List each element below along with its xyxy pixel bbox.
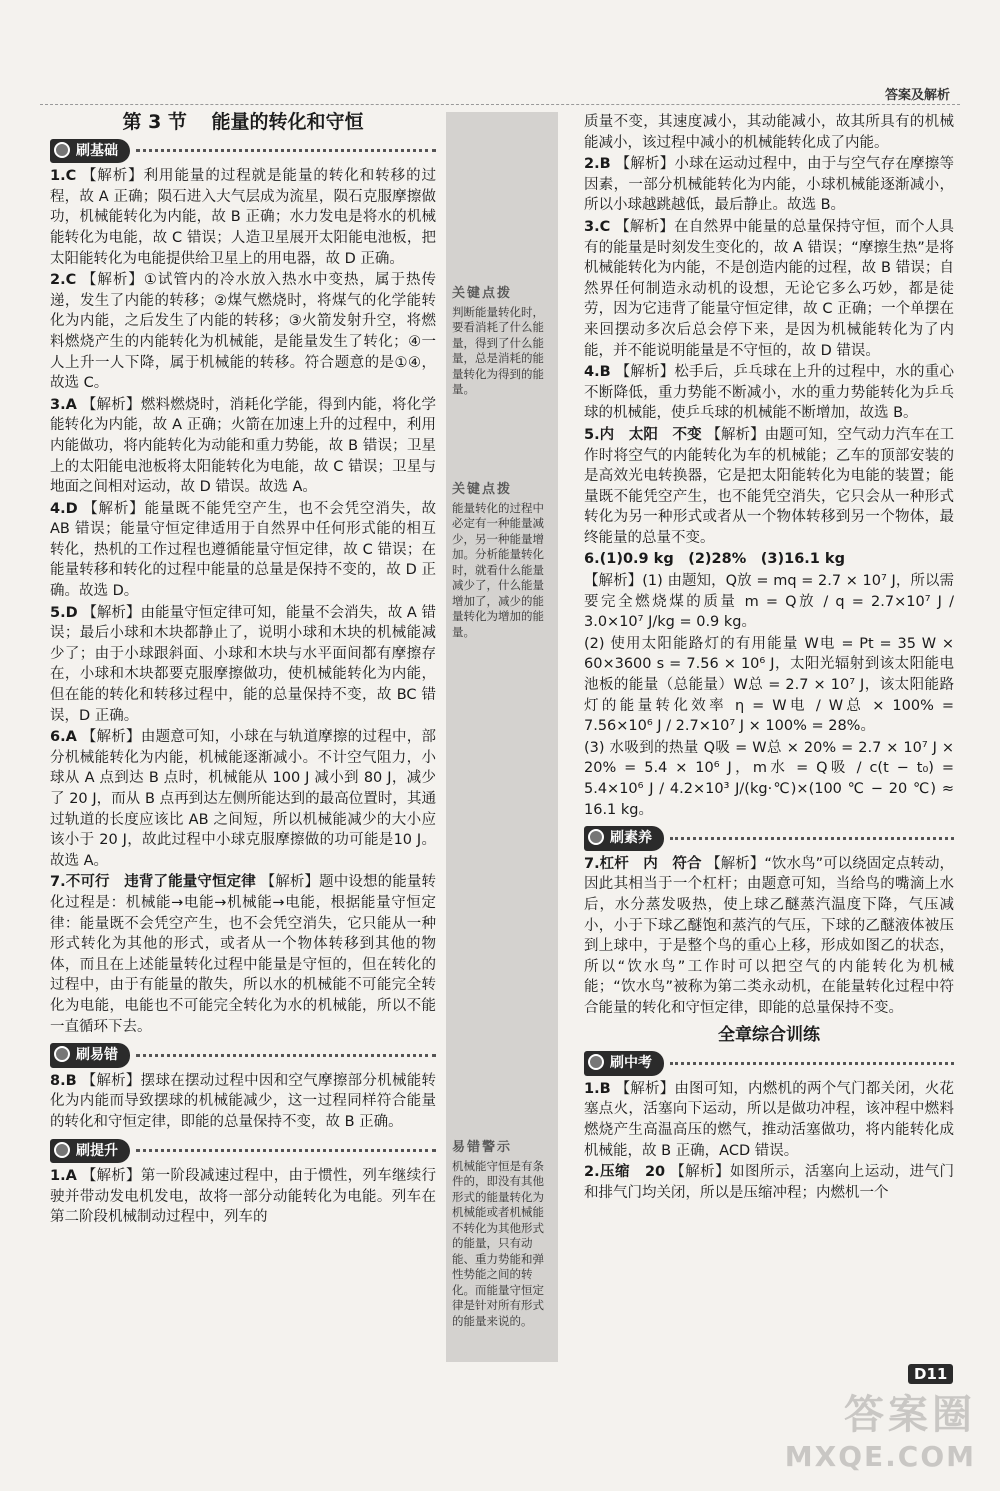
answer-item: 4.D 【解析】能量既不能凭空产生，也不会凭空消失，故 AB 错误；能量守恒定律适用于自然界中任何形式能的相互转化，热机的工作过程也遵循能量守恒定律，故 C 错误；在能量转移和转化的过程中能量的总量是保持不变的，故 D 正确。故选 D。: [50, 500, 437, 600]
side-note-tag: 关键点拨: [452, 482, 513, 497]
banner-label: 刷易错: [50, 1043, 130, 1068]
answer-item: 1.B 【解析】由图可知，内燃机的两个气门都关闭，火花塞点火，活塞向下运动，所以是做功冲程，该冲程中燃料燃烧产生高温高压的燃气，推动活塞做功，将内能转化成机械能，故 B 正确，ACD 错误。: [584, 1080, 955, 1159]
banner-dots: [670, 837, 954, 840]
side-note-1: [452, 286, 554, 398]
banner-zhongkao: [584, 1051, 954, 1076]
answer-item: 2.C 【解析】①试管内的冷水放入热水中变热，属于热传递，发生了内能的转移；②煤气燃烧时，将煤气的化学能转化为内能，之后发生了内能的转移；③火箭发射升空，将燃料燃烧产生的内能转化为机械能，是能量发生了转化；④一人上升一人下降，属于机械能的转移。符合题意的是①④，故选 C。: [50, 272, 437, 392]
side-note-tag: 易错警示: [452, 1140, 513, 1155]
section-name: 能量的转化和守恒: [211, 111, 364, 133]
page-number: D11: [908, 1364, 953, 1384]
answer-item: 7.不可行 违背了能量守恒定律 【解析】题中设想的能量转化过程是：机械能→电能→机械能→电能，根据能量守恒定律：能量既不会凭空产生，也不会凭空消失，它只能从一种形式转化为其他的形式，或者从一个物体转移到其他的物体，而且在上述能量转化过程中能量是守恒的，但在转化的过程中，由于有能量的散失，所以水的机械能不可能完全转化为电能，电能也不可能完全转化为水的机械能，所以不能一直循环下去。: [50, 874, 437, 1035]
banner-label: 刷基础: [50, 139, 130, 164]
answer-item: 2.B 【解析】小球在运动过程中，由于与空气存在摩擦等因素，一部分机械能转化为内能，小球机械能逐渐减小，所以小球越跳越低，最后静止。故选 B。: [584, 156, 955, 214]
watermark-line2: MXQE.COM: [784, 1440, 976, 1473]
banner-label: 刷中考: [584, 1051, 664, 1076]
side-note-3: [452, 1140, 554, 1329]
side-note-text: 能量转化的过程中必定有一种能量减少，另一种能量增加。分析能量转化时，就看什么能量减少了，什么能量增加了，减少的能量转化为增加的能量。: [452, 500, 544, 639]
answer-item: 8.B 【解析】摆球在摆动过程中因和空气摩擦部分机械能转化为内能而导致摆球的机械能减少，这一过程同样符合能量的转化和守恒定律，即能的总量保持不变，故 B 正确。: [50, 1072, 436, 1130]
banner-yicuo: [50, 1043, 436, 1068]
banner-dots: [136, 1054, 436, 1057]
answer-item: 1.C 【解析】利用能量的过程就是能量的转化和转移的过程，故 A 正确；陨石进入大气层成为流星，陨石克服摩擦做功，机械能转化为内能，故 B 正确；水力发电是将水的机械能转化为电能，故 C 错误；人造卫星展开太阳能电池板，把太阳能转化为电能提供给卫星上的用电器，故 D 正确。: [50, 168, 437, 267]
chapter-title: 全章综合训练: [718, 1024, 820, 1045]
watermark-line1: 答案圈: [844, 1392, 976, 1438]
watermark-logo: [785, 1383, 976, 1473]
banner-tisheng: [50, 1139, 436, 1164]
answer-item: 3.C 【解析】在自然界中能量的总量保持守恒，而个人具有的能量是时刻发生变化的，故 A 错误；“摩擦生热”是将机械能转化为内能，不是创造内能的过程，故 B 错误；自然界任何制造永动机的设想，无论它多么巧妙，都是徒劳，因为它违背了能量守恒定律，故 C 正确；一个单摆在来回摆动多次后总会停下来，是因为机械能转化为了内能，并不能说明能量是不守恒的，故 D 错误。: [584, 218, 955, 359]
section-number: 第 3 节: [122, 111, 187, 133]
answer-item: (2) 使用太阳能路灯的有用能量 W电 = Pt = 35 W × 60×3600 s = 7.56 × 10⁶ J，太阳光辐射到该太阳能电池板的能量（总能量）W总 = 2.7 × 10⁷ J，该太阳能路灯的能量转化效率 η = W电 / W总 × 100% = 7.56×10⁶ J / 2.7×10⁷ J × 100% = 28%。: [584, 635, 954, 735]
side-note-2: [452, 482, 554, 640]
answer-item: 【解析】(1) 由题知，Q放 = mq = 2.7 × 10⁷ J，所以需要完全燃烧煤的质量 m = Q放 / q = 2.7×10⁷ J / 3.0×10⁷ J/kg = 0.9 kg。: [584, 573, 954, 631]
banner-suyang: [584, 826, 954, 851]
banner-dots: [670, 1062, 954, 1065]
banner-label: 刷提升: [50, 1139, 130, 1164]
answer-item: 5.内 太阳 不变 【解析】由题可知，空气动力汽车在工作时将空气的内能转化为车的机械能；乙车的顶部安装的是高效光电转换器，它是把太阳能转化为电能的装置；能量既不能凭空产生，也不能凭空消失，它只会从一种形式转化为另一种形式或者从一个物体转移到另一个物体，最终能量的总量不变。: [584, 426, 955, 546]
header-label: 答案及解析: [884, 88, 950, 103]
answer-item: 2.压缩 20 【解析】如图所示，活塞向上运动，进气门和排气门均关闭，所以是压缩冲程；内燃机一个: [584, 1164, 955, 1201]
header-rule: [40, 104, 960, 105]
answer-item: 1.A 【解析】第一阶段减速过程中，由于惯性，列车继续行驶并带动发电机发电，故将一部分动能转化为电能。列车在第二阶段机械制动过程中，列车的: [50, 1168, 437, 1226]
answer-item: 6.(1)0.9 kg (2)28% (3)16.1 kg: [584, 551, 845, 568]
banner-jichu: [50, 139, 436, 164]
banner-dots: [136, 149, 436, 152]
side-note-text: 判断能量转化时，要看消耗了什么能量，得到了什么能量，总是消耗的能量转化为得到的能量。: [452, 304, 544, 396]
answer-item: 3.A 【解析】燃料燃烧时，消耗化学能，得到内能，将化学能转化为内能，故 A 正确；火箭在加速上升的过程中，利用内能做功，将内能转化为动能和重力势能，故 B 错误；卫星上的太阳能电池板将太阳能转化为电能，故 C 错误；卫星与地面之间相对运动，故 D 错误。故选 A。: [50, 396, 437, 496]
section-title: [50, 112, 436, 133]
side-note-text: 机械能守恒是有条件的，即没有其他形式的能量转化为机械能或者机械能不转化为其他形式的能量，只有动能、重力势能和弹性势能之间的转化。而能量守恒定律是针对所有形式的能量来说的。: [452, 1158, 544, 1328]
banner-dots: [136, 1149, 436, 1152]
answer-item: 4.B 【解析】松手后，乒乓球在上升的过程中，水的重心不断降低，重力势能不断减小，水的重力势能转化为乒乓球的机械能，使乒乓球的机械能不断增加，故选 B。: [584, 364, 955, 422]
right-column: [584, 112, 954, 1204]
side-note-tag: 关键点拨: [452, 286, 513, 301]
answer-item: 6.A 【解析】由题意可知，小球在与轨道摩擦的过程中，部分机械能转化为内能，机械能逐渐减小。不计空气阻力，小球从 A 点到达 B 点时，机械能从 100 J 减小到 80 J，减少了 20 J，而从 B 点再到达左侧所能达到的最高位置时，其通过轨道的长度应该比 AB 之间短，所以机械能减少的大小应该小于 20 J，故此过程中小球克服摩擦做的功可能是10 J。故选 A。: [50, 729, 437, 869]
answer-item: 质量不变，其速度减小，其动能减小，故其所具有的机械能减小，该过程中减小的机械能转化成了内能。: [584, 114, 954, 151]
left-column: [50, 112, 436, 1229]
banner-label: 刷素养: [584, 826, 664, 851]
answer-item: 7.杠杆 内 符合 【解析】“饮水鸟”可以绕固定点转动，因此其相当于一个杠杆；由题意可知，当给鸟的嘴滴上水后，水分蒸发吸热，使上球乙醚蒸汽温度下降，气压减小，小于下球乙醚饱和蒸汽的气压，下球的乙醚液体被压到上球中，于是整个鸟的重心上移，形成如图乙的状态，所以“饮水鸟”工作时可以把空气的内能转化为机械能；“饮水鸟”被称为第二类永动机，在能量转化过程中符合能量的转化和守恒定律，即能的总量保持不变。: [584, 855, 955, 1016]
answer-item: 5.D 【解析】由能量守恒定律可知，能量不会消失，故 A 错误；最后小球和木块都静止了，说明小球和木块的机械能减少了；由于小球跟斜面、小球和木块与水平面间都有摩擦存在，小球和木块都要克服摩擦做功，使机械能转化为内能，但在能的转化和转移过程中，能的总量保持不变，故 BC 错误，D 正确。: [50, 604, 436, 724]
answer-item: (3) 水吸到的热量 Q吸 = W总 × 20% = 2.7 × 10⁷ J × 20% = 5.4 × 10⁶ J，m水 = Q吸 / c(t − t₀) = 5.4×10⁶ J / 4.2×10³ J/(kg·℃)×(100 ℃ − 20 ℃) ≈ 16.1 kg。: [584, 739, 954, 818]
